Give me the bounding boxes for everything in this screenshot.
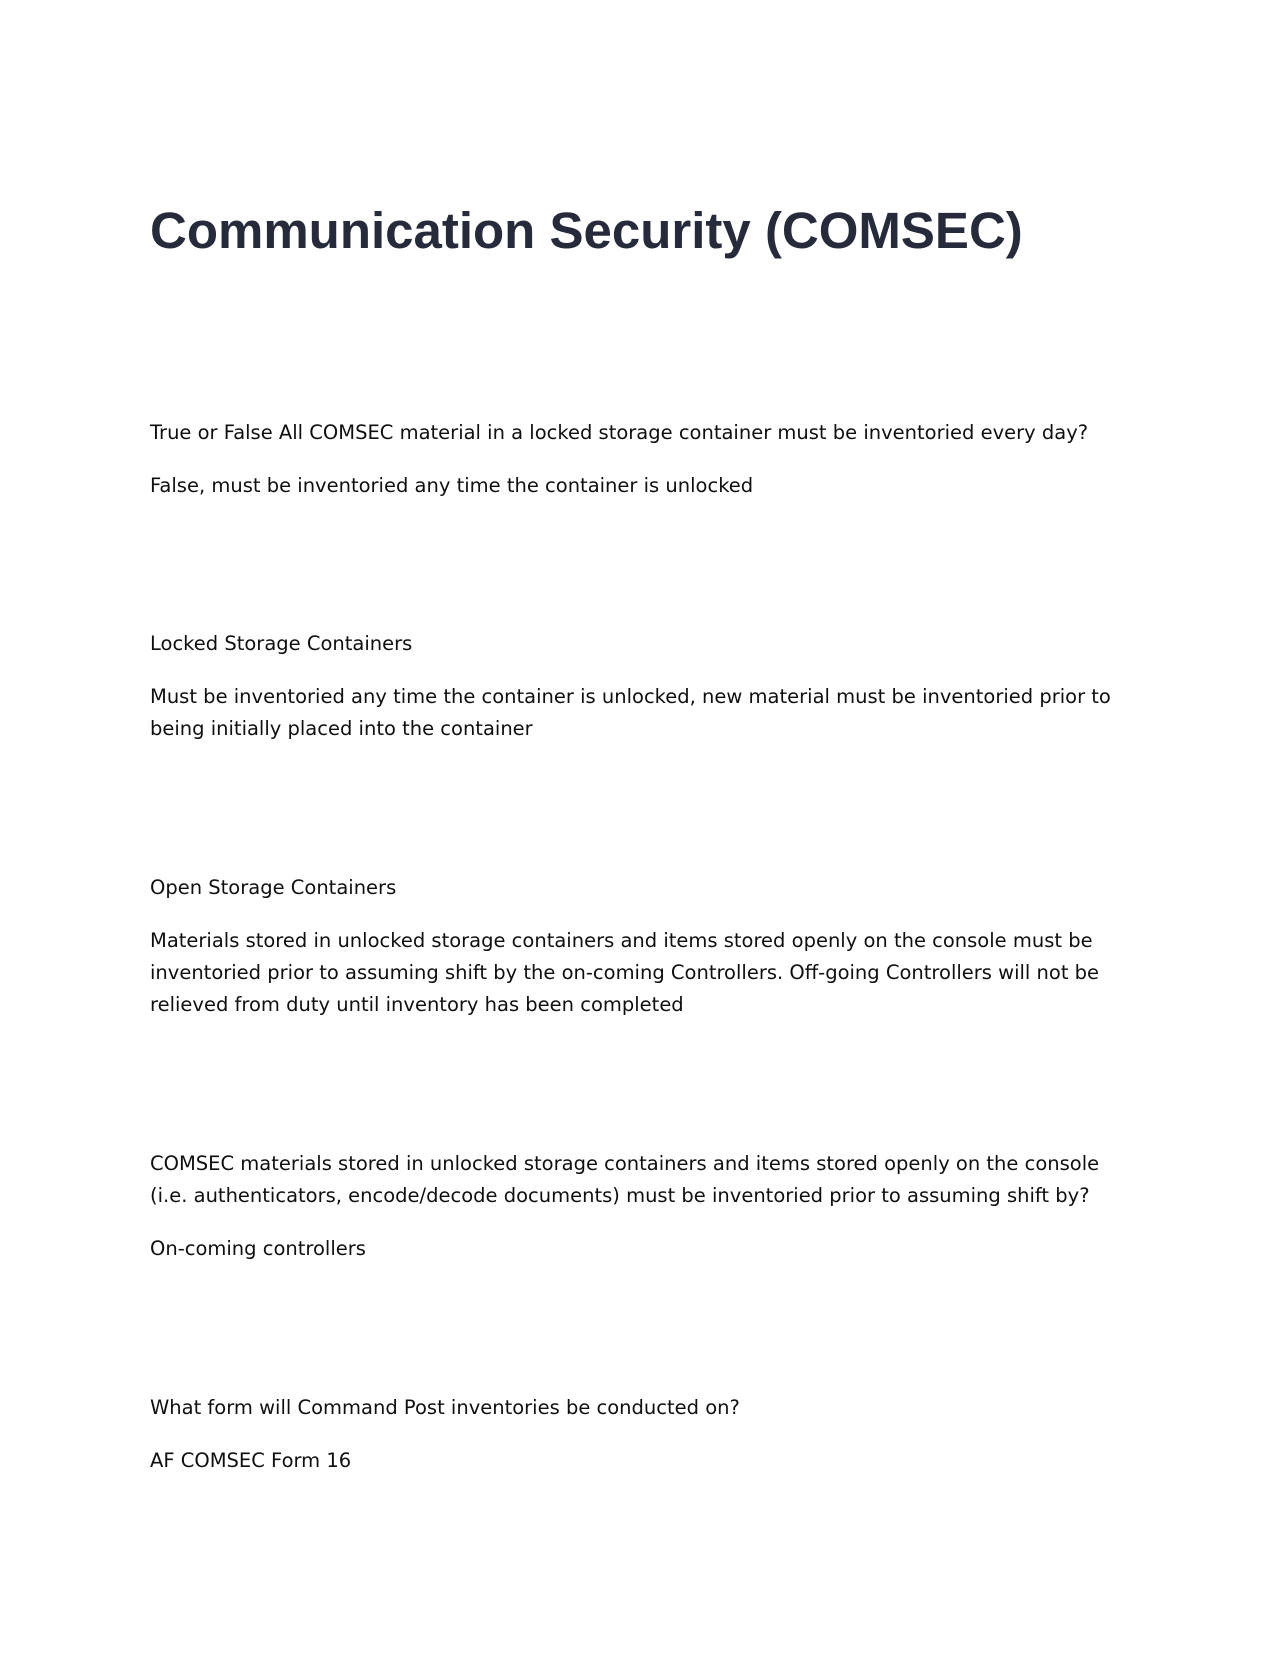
card-5 bbox=[150, 1392, 1120, 1477]
card-4-answer: On-coming controllers bbox=[150, 1237, 366, 1260]
document-title: Communication Security (COMSEC) bbox=[150, 202, 1023, 259]
card-4-question: COMSEC materials stored in unlocked storage containers and items stored openly on the console (i.e. authenticators, encode/decode documents) must be inventoried prior to assuming shift by? bbox=[150, 1152, 1100, 1207]
card-2-answer: Must be inventoried any time the container is unlocked, new material must be inventoried prior to being initially placed into the container bbox=[150, 685, 1111, 740]
card-3-answer: Materials stored in unlocked storage containers and items stored openly on the console must be inventoried prior to assuming shift by the on-coming Controllers. Off-going Controllers will not be relieved from duty until inventory has been completed bbox=[150, 929, 1100, 1016]
card-1-question: True or False All COMSEC material in a locked storage container must be inventoried every day? bbox=[150, 421, 1089, 444]
card-1-answer: False, must be inventoried any time the container is unlocked bbox=[150, 474, 754, 497]
card-2 bbox=[150, 628, 1120, 745]
card-4 bbox=[150, 1148, 1120, 1265]
card-3-question: Open Storage Containers bbox=[150, 876, 397, 899]
card-5-answer: AF COMSEC Form 16 bbox=[150, 1449, 352, 1472]
card-2-question: Locked Storage Containers bbox=[150, 632, 413, 655]
card-3 bbox=[150, 872, 1120, 1021]
card-5-question: What form will Command Post inventories be conducted on? bbox=[150, 1396, 740, 1419]
card-1 bbox=[150, 417, 1120, 502]
